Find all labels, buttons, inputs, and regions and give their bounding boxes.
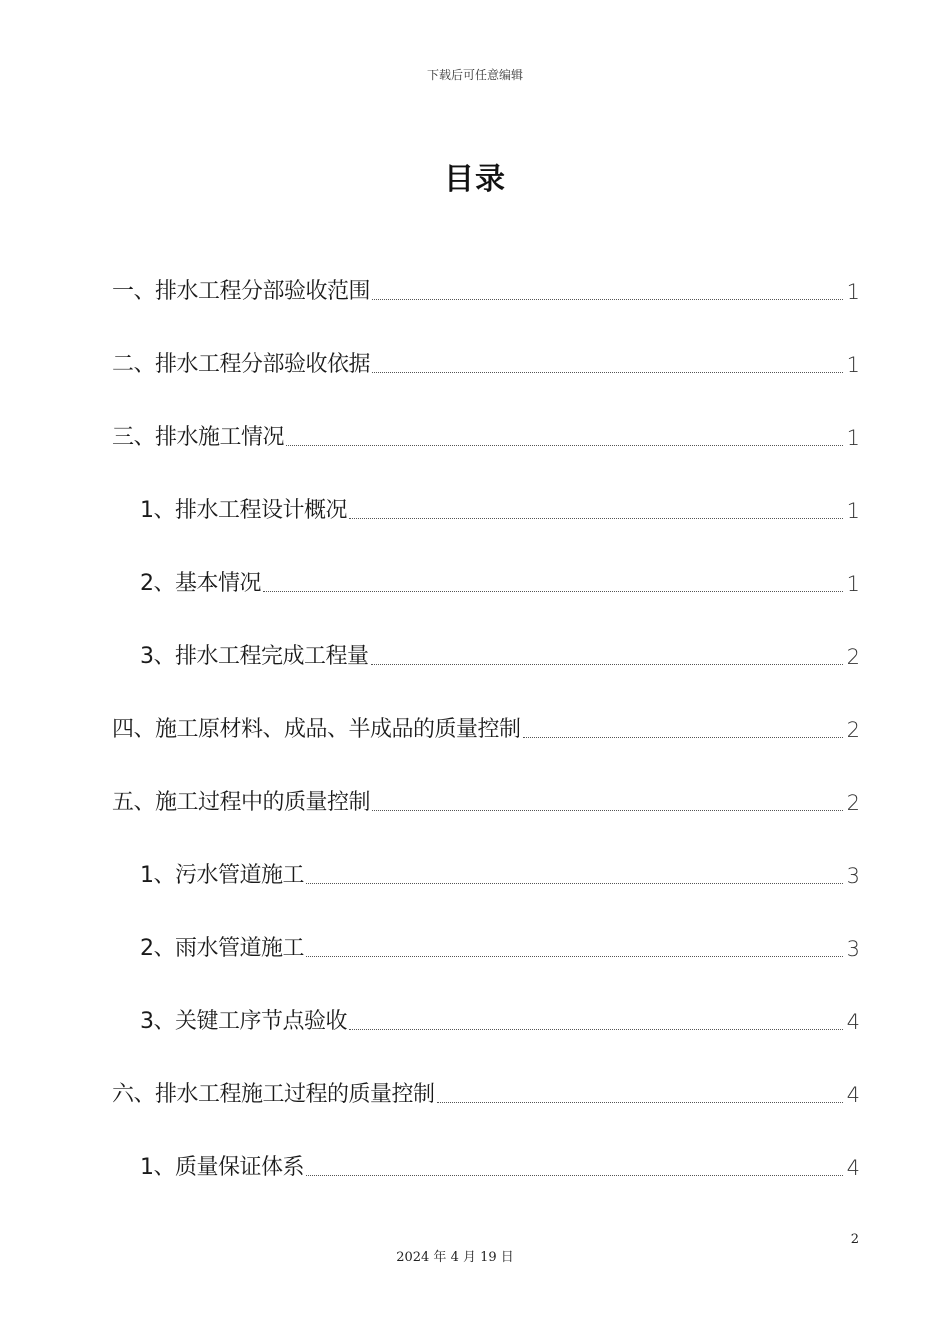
toc-dot-leader xyxy=(371,664,843,665)
toc-entry[interactable] xyxy=(112,601,860,674)
toc-entry[interactable] xyxy=(112,893,860,966)
toc-entry[interactable] xyxy=(112,382,860,455)
header-note: 下载后可任意编辑 xyxy=(426,68,523,82)
toc-page-number: 2 xyxy=(846,718,860,742)
toc-dot-leader xyxy=(306,883,843,884)
toc-page-number: 1 xyxy=(846,572,860,596)
toc-page-number: 3 xyxy=(846,937,860,961)
toc-entry[interactable] xyxy=(112,747,860,820)
toc-dot-leader xyxy=(349,518,843,519)
toc-entry-text: 1、污水管道施工 xyxy=(140,863,304,888)
toc-entry[interactable] xyxy=(112,1039,860,1112)
toc-page-number: 4 xyxy=(846,1083,860,1107)
toc-dot-leader xyxy=(306,1175,843,1176)
toc-dot-leader xyxy=(263,591,843,592)
footer-date: 2024 年 4 月 19 日 xyxy=(396,1250,514,1265)
toc-dot-leader xyxy=(372,372,843,373)
toc-entry-text: 1、排水工程设计概况 xyxy=(140,498,347,523)
toc-dot-leader xyxy=(372,810,843,811)
toc-entry[interactable] xyxy=(112,309,860,382)
table-of-contents xyxy=(112,236,860,1185)
toc-page-number: 4 xyxy=(846,1156,860,1180)
toc-entry-text: 六、排水工程施工过程的质量控制 xyxy=(112,1082,435,1107)
toc-dot-leader xyxy=(286,445,843,446)
toc-page-number: 1 xyxy=(846,353,860,377)
toc-entry[interactable] xyxy=(112,455,860,528)
toc-entry-text: 二、排水工程分部验收依据 xyxy=(112,352,371,377)
toc-page-number: 3 xyxy=(846,864,860,888)
toc-entry-text: 3、关键工序节点验收 xyxy=(140,1009,347,1034)
toc-entry-text: 1、质量保证体系 xyxy=(140,1155,304,1180)
toc-page-number: 4 xyxy=(846,1010,860,1034)
toc-entry-text: 2、雨水管道施工 xyxy=(140,936,304,961)
toc-page-number: 1 xyxy=(846,280,860,304)
toc-dot-leader xyxy=(437,1102,843,1103)
toc-dot-leader xyxy=(372,299,843,300)
toc-entry-text: 3、排水工程完成工程量 xyxy=(140,644,369,669)
toc-dot-leader xyxy=(306,956,843,957)
toc-entry-text: 三、排水施工情况 xyxy=(112,425,285,450)
page-title: 目录 xyxy=(444,162,506,197)
toc-entry-text: 四、施工原材料、成品、半成品的质量控制 xyxy=(112,717,521,742)
toc-entry[interactable] xyxy=(112,820,860,893)
toc-page-number: 1 xyxy=(846,499,860,523)
toc-page-number: 2 xyxy=(846,645,860,669)
toc-dot-leader xyxy=(523,737,843,738)
footer-page-number: 2 xyxy=(850,1232,859,1247)
toc-entry-text: 五、施工过程中的质量控制 xyxy=(112,790,371,815)
toc-page-number: 1 xyxy=(846,426,860,450)
toc-entry[interactable] xyxy=(112,236,860,309)
toc-entry[interactable] xyxy=(112,674,860,747)
toc-entry[interactable] xyxy=(112,528,860,601)
toc-entry-text: 2、基本情况 xyxy=(140,571,261,596)
toc-entry[interactable] xyxy=(112,1112,860,1185)
toc-entry-text: 一、排水工程分部验收范围 xyxy=(112,279,371,304)
toc-entry[interactable] xyxy=(112,966,860,1039)
toc-dot-leader xyxy=(349,1029,843,1030)
toc-page-number: 2 xyxy=(846,791,860,815)
